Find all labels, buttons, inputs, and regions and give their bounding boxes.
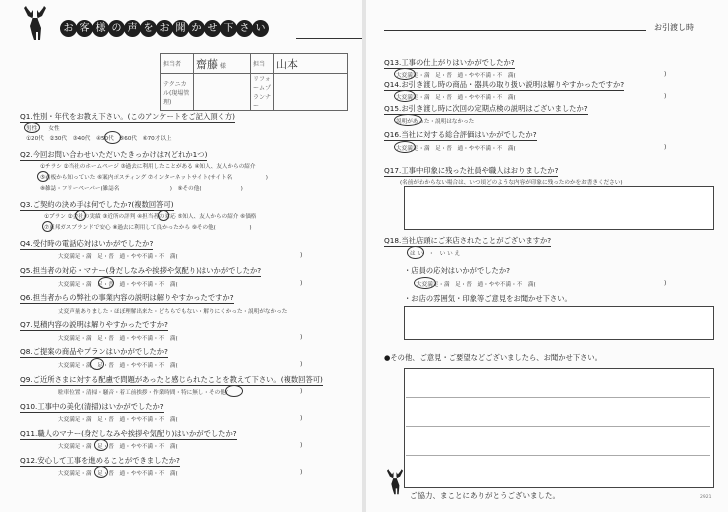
sales-suffix: 様 — [219, 62, 226, 70]
q8-scale[interactable]: 大変満足・満 足・普 通・やや不満・不 満( — [58, 363, 178, 369]
q6-options[interactable]: 丈変声量ありました・ほぼ理解出来た・どちらでもない・解りにくかった・説明がなかった — [58, 309, 288, 315]
shop-mood-answer-box[interactable] — [404, 306, 714, 340]
question-q14: Q14.お引き渡し時の商品・器具の取り扱い説明は解りやすかったですか? — [384, 80, 625, 89]
sales-label: 担当者 — [161, 54, 194, 74]
close-paren: ) — [300, 252, 303, 259]
q16-scale[interactable]: 大変満足・満 足・普 通・やや不満・不 満( — [396, 146, 516, 152]
close-paren: ) — [664, 144, 667, 151]
question-q1: Q1.性別・年代をお教え下さい。(このアンケートをご記入頂く方) — [20, 112, 235, 121]
tech-label: テクニカル(現場管理) — [161, 74, 194, 111]
title-char: お — [156, 20, 173, 37]
answer-circle — [98, 277, 114, 289]
answer-circle — [158, 210, 169, 221]
q13-scale[interactable]: 大変満足・満 足・普 通・やや不満・不 満( — [396, 73, 516, 79]
question-q8: Q8.ご提案の商品やプランはいかがでしたか? — [20, 347, 168, 356]
other-comments-box[interactable] — [404, 368, 714, 488]
sales-name-field[interactable] — [194, 54, 251, 74]
deer-logo-icon — [20, 4, 50, 40]
question-q7: Q7.見積内容の説明は解りやすかったですか? — [20, 320, 168, 329]
close-paren: ) — [664, 71, 667, 78]
title-char: 聞 — [172, 20, 189, 37]
question-q2: Q2.今回お問い合わせいただいたきっかけは?(どれか1つ) — [20, 150, 208, 159]
ruled-line — [406, 397, 710, 398]
ruled-line — [406, 455, 710, 456]
reform-label: リフォームプランナー — [251, 74, 274, 111]
q12-scale[interactable]: 大変満足・満 足・普 通・やや不満・不 満( — [58, 471, 178, 477]
answer-circle — [104, 131, 121, 144]
q3-options-row2[interactable]: ⑦東邦ガスブランドで安心 ⑧過去に利用して良かったから ⑨その他( ) — [44, 225, 252, 231]
title-char: 下 — [220, 20, 237, 37]
answer-circle — [90, 358, 104, 370]
question-q10: Q10.工事中の美化(清掃)はいかがでしたか? — [20, 402, 164, 411]
deer-logo-icon — [384, 466, 406, 496]
question-q5: Q5.担当者の対応・マナー(身だしなみや挨拶や気配り)はいかがでしたか? — [20, 266, 262, 275]
builder-name-field[interactable] — [274, 54, 348, 74]
header-line — [384, 30, 646, 31]
q17-answer-box[interactable] — [404, 186, 714, 230]
tech-field[interactable] — [194, 74, 251, 111]
q15-options[interactable]: 説明があった・説明はなかった — [396, 119, 475, 125]
ruled-line — [406, 426, 710, 427]
title-char: を — [140, 20, 157, 37]
shop-service-scale[interactable]: 大変満足・満 足・普 通・やや不満・不 満( — [416, 282, 536, 288]
thank-you-message: ご協力、まことにありがとうございました。 — [410, 491, 560, 500]
answer-circle — [407, 246, 424, 259]
close-paren: ) — [664, 280, 667, 287]
title-char: せ — [204, 20, 221, 37]
shop-service-question: ・店員の応対はいかがでしたか? — [404, 266, 511, 275]
q2-options-row2[interactable]: ⑤看板から知っていた ⑥案内ポスティング ⑦インターネットサイト(サイト名 ) — [40, 175, 268, 181]
close-paren: ) — [300, 388, 303, 395]
header-right-label: お引渡し時 — [654, 23, 694, 32]
builder-name: 山本 — [276, 57, 298, 71]
staff-table — [160, 53, 348, 111]
q18-options[interactable]: は い ・ い い え — [410, 251, 461, 257]
close-paren: ) — [300, 442, 303, 449]
sales-name: 齋藤 — [196, 57, 218, 71]
page-title — [60, 20, 268, 40]
q3-options-row1[interactable]: ①プラン ②会社の実績 ③近所の評判 ④担当者の対応 ⑤知人、友人からの紹介 ⑥価格 — [44, 214, 257, 220]
reform-field[interactable] — [274, 74, 348, 111]
answer-circle — [94, 466, 108, 478]
close-paren: ) — [664, 93, 667, 100]
page-spine — [362, 0, 366, 512]
answer-circle — [37, 171, 49, 182]
q1-gender-options[interactable]: 男性 女性 — [26, 126, 60, 132]
q17-note: (名前がわからない場合は、いつ頃どのような内容が印象に残ったのかをお書きください) — [400, 180, 623, 186]
answer-circle — [42, 221, 53, 232]
answer-circle — [394, 68, 416, 80]
close-paren: ) — [300, 469, 303, 476]
question-q6: Q6.担当者からの弊社の事業内容の説明は解りやすかったですか? — [20, 293, 234, 302]
close-paren: ) — [300, 415, 303, 422]
title-char: 客 — [76, 20, 93, 37]
builder-label: 担当 — [251, 54, 274, 74]
q10-scale[interactable]: 大変満足・満 足・普 通・やや不満・不 満( — [58, 417, 178, 423]
close-paren: ) — [300, 334, 303, 341]
question-q13: Q13.工事の仕上がりはいかがでしたか? — [384, 58, 515, 67]
other-comments-question: ●その他、ご意見・ご要望などございましたら、お聞かせ下さい。 — [384, 353, 602, 362]
question-q4: Q4.受付時の電話応対はいかがでしたか? — [20, 239, 154, 248]
question-q11: Q11.職人のマナー(身だしなみや挨拶や気配り)はいかがでしたか? — [20, 429, 237, 438]
q9-options[interactable]: 駐車位置・清掃・騒音・着工前挨拶・作業時間・特に無し・その他( — [58, 390, 228, 396]
title-underline — [296, 38, 362, 39]
answer-circle — [75, 210, 86, 221]
title-char: か — [188, 20, 205, 37]
answer-circle — [394, 114, 422, 126]
title-char: い — [252, 20, 269, 37]
question-q18: Q18.当社店頭にご来店されたことがございますか? — [384, 236, 552, 245]
title-char: の — [108, 20, 125, 37]
q5-scale[interactable]: 大変満足・満 足・普 通・やや不満・不 満( — [58, 282, 178, 288]
question-q3: Q3.ご契約の決め手は何でしたか?(複数回答可) — [20, 200, 174, 209]
question-q12: Q12.安心して工事を進めることができましたか? — [20, 456, 180, 465]
answer-circle — [414, 277, 436, 289]
answer-circle — [394, 141, 416, 153]
q11-scale[interactable]: 大変満足・満 足・普 通・やや不満・不 満( — [58, 444, 178, 450]
q1-age-options[interactable]: ①20代 ②30代 ③40代 ④50代 ⑤60代 ⑥70才以上 — [26, 136, 172, 142]
title-char: 声 — [124, 20, 141, 37]
q14-scale[interactable]: 大変満足・満 足・普 通・やや不満・不 満( — [396, 95, 516, 101]
shop-mood-question: ・お店の雰囲気・印象等ご意見をお聞かせ下さい。 — [404, 294, 572, 303]
form-code: 2921 — [700, 495, 712, 500]
q2-options-row3[interactable]: ⑧雑誌・フリーペーパー(雑誌名 ) ⑨その他( ) — [40, 186, 243, 192]
close-paren: ) — [300, 280, 303, 287]
question-q9: Q9.ご近所さまに対する配慮で問題があったと感じられたことを教えて下さい。(複数回答可) — [20, 375, 323, 384]
question-q16: Q16.当社に対する総合評価はいかがでしたか? — [384, 130, 537, 139]
answer-circle — [225, 385, 243, 397]
close-paren: ) — [300, 361, 303, 368]
title-char: さ — [236, 20, 253, 37]
question-q17: Q17.工事中印象に残った社員や職人はおりましたか? — [384, 166, 559, 175]
answer-circle — [394, 90, 416, 102]
title-char: 様 — [92, 20, 109, 37]
question-q15: Q15.お引き渡し時に次回の定期点検の説明はございましたか? — [384, 104, 588, 113]
q7-scale[interactable]: 大変満足・満 足・普 通・やや不満・不 満( — [58, 336, 178, 342]
q2-options-row1[interactable]: ①チラシ ②当社のホームページ ③過去に利用したことがある ④知人、友人からの紹介 — [40, 164, 256, 170]
title-char: お — [60, 20, 77, 37]
answer-circle — [94, 439, 108, 451]
answer-circle — [24, 122, 40, 133]
q4-scale[interactable]: 大変満足・満 足・普 通・やや不満・不 満( — [58, 254, 178, 260]
